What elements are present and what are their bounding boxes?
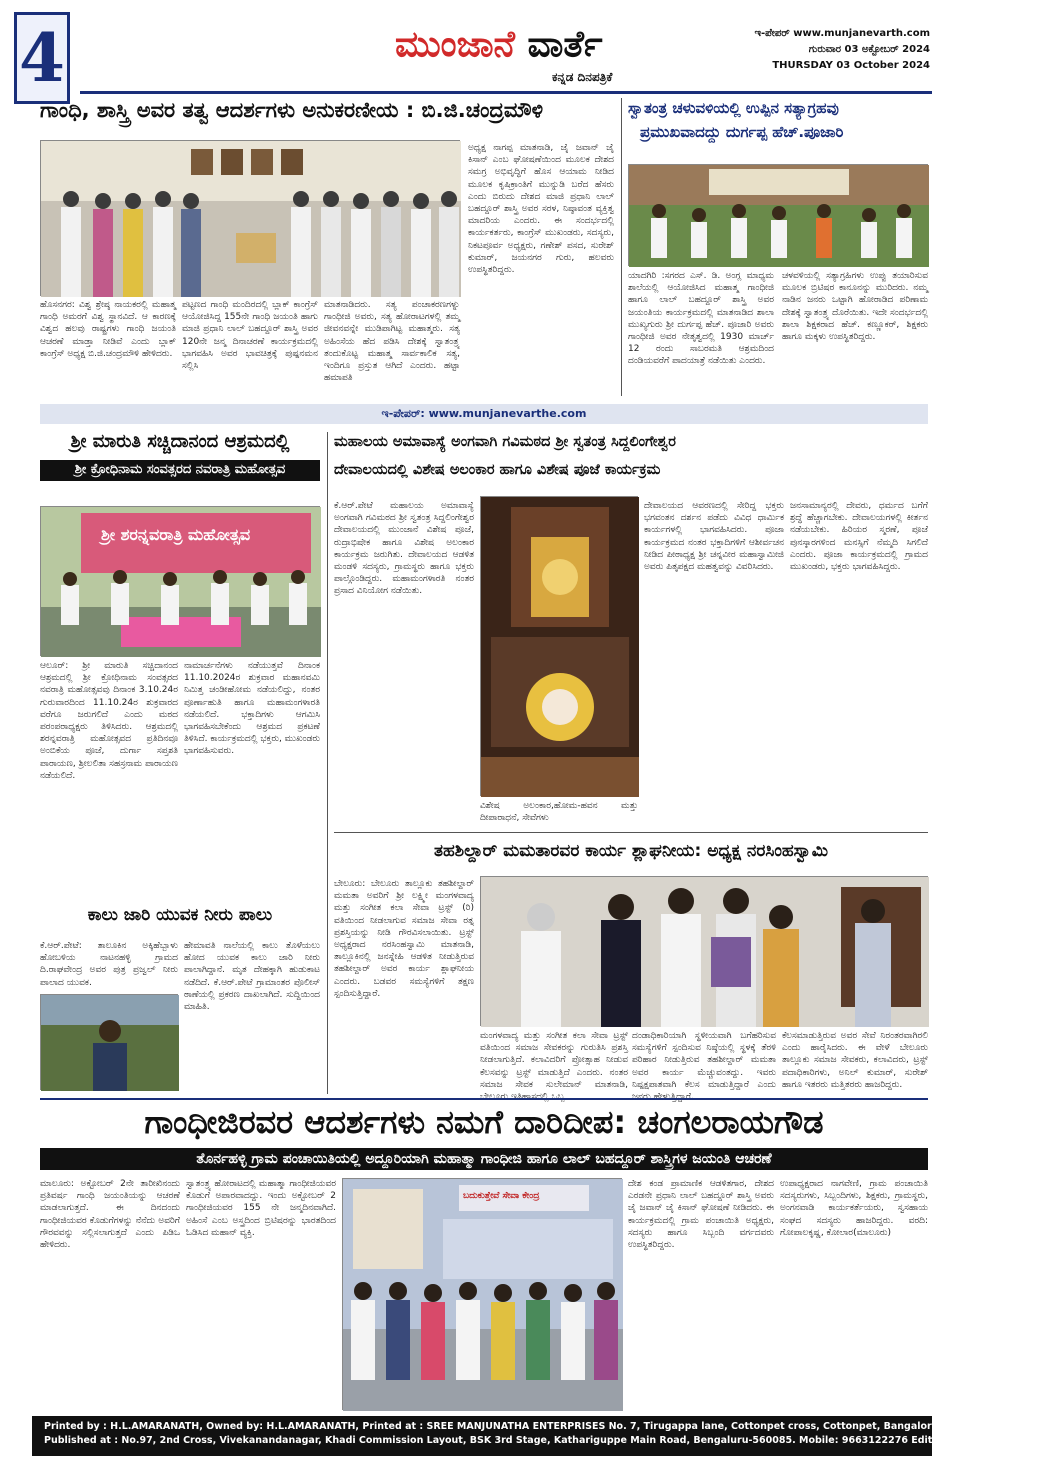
story3-col1: ಆಲೂರ್: ಶ್ರೀ ಮಾರುತಿ ಸಚ್ಚಿದಾನಂದ ಆಶ್ರಮದಲ್ಲಿ ಶ್ರೀ ಕ್ರೋಧಿನಾಮ ಸಂವತ್ಸರದ ನವರಾತ್ರಿ ಮಹೋತ್ಸವವು ದಿನಾಂಕ 3.10.24ರ ಗುರುವಾರದಿಂದ 11.10.24ರ ಶುಕ್ರವಾರದ ವರೆಗೂ ಜರುಗಲಿದೆ ಎಂದು ಮಠದ ಪರಂಪರಾಧ್ಯಕ್ಷರು ತಿಳಿಸಿದರು. ಆಶ್ರಮದಲ್ಲಿ ಶರನ್ನವರಾತ್ರಿ ಮಹೋತ್ಸವದ ಪ್ರತಿದಿನವೂ ಅಂಬಿಕೆಯ ಪೂಜೆ, ದುರ್ಗಾ ಸಪ್ತಶತಿ ಪಾರಾಯಣ, ಶ್ರೀಲಲಿತಾ ಸಹಸ್ರನಾಮ ಪಾರಾಯಣ ನಡೆಯಲಿದೆ. — [40, 661, 178, 781]
page-number: 4 — [14, 12, 70, 104]
story5-col2: ದೇವಾಲಯದ ಆವರಣದಲ್ಲಿ ಸೇರಿದ್ದ ಭಕ್ತರು ಭಗವಂತನ ದರ್ಶನ ಪಡೆದು ವಿವಿಧ ಧಾರ್ಮಿಕ ಕಾರ್ಯಗಳಲ್ಲಿ ಭಾಗವಹಿಸಿದರು. ಪೂಜಾ ಕಾರ್ಯಕ್ರಮದ ನಂತರ ಭಕ್ತಾದಿಗಳಿಗೆ ಆಶೀರ್ವಚನ ನೀಡಿದ ಪೀಠಾಧ್ಯಕ್ಷ ಶ್ರೀ ಚನ್ನವೀರ ಮಹಾಸ್ವಾಮೀಜಿ ಅವರು ಪಿತೃಪಕ್ಷದ ಮಹತ್ವವನ್ನು ವಿವರಿಸಿದರು. — [644, 501, 784, 573]
masthead-rule — [80, 91, 932, 94]
story3-photo — [40, 506, 320, 656]
story6-col1: ಬೇಲೂರು: ಬೇಲೂರು ತಾಲ್ಲೂಕು ತಹಶೀಲ್ದಾರ್ ಮಮತಾ ಅವರಿಗೆ ಶ್ರೀ ಲಕ್ಷ್ಮೀ ಮಂಗಳವಾದ್ಯ ಮತ್ತು ಸಂಗೀತ ಕಲಾ ಸೇವಾ ಟ್ರಸ್ಟ್ (ರಿ) ವತಿಯಿಂದ ನೀಡಲಾಗುವ ಸಮಾಜ ಸೇವಾ ರತ್ನ ಪ್ರಶಸ್ತಿಯನ್ನು ನೀಡಿ ಗೌರವಿಸಲಾಯಿತು. ಟ್ರಸ್ಟ್ ಅಧ್ಯಕ್ಷರಾದ ನರಸಿಂಹಸ್ವಾಮಿ ಮಾತನಾಡಿ, ತಾಲ್ಲೂಕಿನಲ್ಲಿ ಜನಸ್ನೇಹಿ ಆಡಳಿತ ನೀಡುತ್ತಿರುವ ತಹಶೀಲ್ದಾರ್ ಅವರ ಕಾರ್ಯ ಶ್ಲಾಘನೀಯ ಎಂದರು. ಬಡವರ ಸಮಸ್ಯೆಗಳಿಗೆ ತಕ್ಷಣ ಸ್ಪಂದಿಸುತ್ತಿದ್ದಾರೆ. — [334, 879, 474, 999]
story4-photo — [40, 994, 178, 1090]
story2-headline-line1: ಸ್ವಾತಂತ್ರ ಚಳುವಳಿಯಲ್ಲಿ ಉಪ್ಪಿನ ಸತ್ಯಾಗ್ರಹವು — [628, 99, 839, 117]
story5-photo — [480, 496, 638, 796]
footer-line-2: Published at : No.97, 2nd Cross, Vivekanandanagar, Khadi Commission Layout, BSK 3rd Stage, Kathariguppe Main Road, Bengaluru-560085. Mobile: 9663122276 Editor : H.L.AMARANATH — [44, 1435, 1043, 1446]
story7-col4: ಉಪಾಧ್ಯಕ್ಷರಾದ ನಾಗವೇಣಿ, ಗ್ರಾಮ ಪಂಚಾಯಿತಿ ಸದಸ್ಯರುಗಳು, ಸಿಬ್ಬಂದಿಗಳು, ಶಿಕ್ಷಕರು, ಗ್ರಾಮಸ್ಥರು, ಅಂಗನವಾಡಿ ಕಾರ್ಯಕರ್ತೆಯರು, ಸ್ವಸಹಾಯ ಸಂಘದ ಸದಸ್ಯರು ಹಾಜರಿದ್ದರು. ವರದಿ: ಗೋಪಾಲಕೃಷ್ಣ, ಕೋಲಾರ(ಮಾಲೂರು) — [780, 1179, 928, 1238]
story6-photo — [480, 876, 928, 1026]
story3-headline-line1: ಶ್ರೀ ಮಾರುತಿ ಸಚ್ಚಿದಾನಂದ ಆಶ್ರಮದಲ್ಲಿ — [70, 431, 290, 452]
story1-col2: ಪಟ್ಟಣದ ಗಾಂಧಿ ಮಂದಿರದಲ್ಲಿ ಬ್ಲಾಕ್ ಕಾಂಗ್ರೆಸ್ ಆಯೋಜಿಸಿದ್ದ 155ನೇ ಗಾಂಧಿ ಜಯಂತಿ ಹಾಗು ಮಾಜಿ ಪ್ರಧಾನಿ ಲಾಲ್ ಬಹದ್ದೂರ್ ಶಾಸ್ತ್ರಿ ಅವರ 120ನೇ ಜನ್ಮ ದಿನಾಚರಣೆ ಕಾರ್ಯಕ್ರಮದಲ್ಲಿ ಭಾಗವಹಿಸಿ ಅವರ ಭಾವಚಿತ್ರಕ್ಕೆ ಪುಷ್ಪನಮನ ಸಲ್ಲಿಸಿ — [182, 300, 318, 372]
masthead-date-english: THURSDAY 03 October 2024 — [772, 60, 930, 71]
footer-line-1: Printed by : H.L.AMARANATH, Owned by: H.L.AMARANATH, Printed at : SREE MANJUNATHA ENTERPRISES No. 7, Tirugappa lane, Cottonpet cross, Cottonpet, Bangalore-560053. — [44, 1421, 986, 1432]
story7-col2: ಸ್ವಾತಂತ್ರ್ಯ ಹೋರಾಟದಲ್ಲಿ ಮಹಾತ್ಮಾ ಗಾಂಧೀಜಿಯವರ ಕೊಡುಗೆ ಅಪಾರವಾದದ್ದು. ಇಂದು ಅಕ್ಟೋಬರ್ 2 ಗಾಂಧೀಜಿಯವರ 155 ನೇ ಜನ್ಮದಿನವಾಗಿದೆ. ಅಹಿಂಸೆ ಎಂಬ ಅಸ್ತ್ರದಿಂದ ಬ್ರಿಟಿಷರನ್ನು ಭಾರತದಿಂದ ಓಡಿಸಿದ ಮಹಾನ್ ವ್ಯಕ್ತಿ. — [186, 1179, 336, 1238]
section-divider — [334, 832, 928, 833]
story1-col4: ಅಧ್ಯಕ್ಷ ನಾಗಪ್ಪ ಮಾತನಾಡಿ, ಜೈ ಜವಾನ್ ಜೈ ಕಿಸಾನ್ ಎಂಬ ಘೋಷಣೆಯಿಂದ ಮೂಲಕ ದೇಶದ ಸಮಗ್ರ ಅಭಿವೃದ್ಧಿಗೆ ಹೊಸ ಆಯಾಮ ನೀಡಿದ ಮೂಲಕ ಕೃಷಿಕ್ರಾಂತಿಗೆ ಮುನ್ನುಡಿ ಬರೆದ ಹೆಸರು ಎಂದು ಬಿರುದು ದೇಶದ ಮಾಜಿ ಪ್ರಧಾನಿ ಲಾಲ್ ಬಹದ್ದೂರ್ ಶಾಸ್ತ್ರಿ ಅವರ ಸರಳ, ನಿಷ್ಠಾವಂತ ವ್ಯಕ್ತಿತ್ವ ಮಾದರಿಯ ಎಂದರು. ಈ ಸಂದರ್ಭದಲ್ಲಿ ಕಾರ್ಯಕರ್ತರು, ಕಾಂಗ್ರೆಸ್ ಮುಖಂಡರು, ಸದಸ್ಯರು, ನಿಕಟಪೂರ್ವ ಅಧ್ಯಕ್ಷರು, ಗಣೇಶ್ ಪಸದ, ಸುರೇಶ್ ಕುಮಾರ್, ಜಯನಗರ ಗುರು, ಹಲವರು ಉಪಸ್ಥಿತರಿದ್ದರು. — [468, 143, 614, 276]
story7-headline: ಗಾಂಧೀಜಿರವರ ಆದರ್ಶಗಳು ನಮಗೆ ದಾರಿದೀಪ: ಚಂಗಲರಾಯಗೌಡ — [144, 1103, 824, 1141]
story1-photo — [40, 140, 460, 296]
epaper-banner[interactable]: ಇ-ಪೇಪರ್: www.munjanevarthe.com — [40, 404, 928, 424]
story6-headline: ತಹಶಿಲ್ದಾರ್ ಮಮತಾರವರ ಕಾರ್ಯ ಶ್ಲಾಘನೀಯ: ಅಧ್ಯಕ್ಷ ನರಸಿಂಹಸ್ವಾಮಿ — [434, 841, 828, 861]
masthead-website: ಇ-ಪೇಪರ್ www.munjanevarth.com — [754, 28, 930, 39]
title-part-1: ಮುಂಜಾನೆ — [395, 24, 515, 65]
story6-col4: ಕೆಲಸಮಾಡುತ್ತಿರುವ ಅವರ ಸೇವೆ ನಿರಂತರವಾಗಿರಲಿ ಎಂದು ಹಾರೈಸಿದರು. ಈ ವೇಳೆ ಬೇಲೂರು ತಾಲ್ಲೂಕು ಸಮಾಜ ಸೇವಕರು, ಕಲಾವಿದರು, ಟ್ರಸ್ಟ್ ಪದಾಧಿಕಾರಿಗಳು, ಅನಿಲ್ ಕುಮಾರ್, ಸುರೇಶ್ ಹಾಗೂ ಇತರರು ಮತ್ತಿತರರು ಹಾಜರಿದ್ದರು. — [782, 1031, 928, 1090]
newspaper-subtitle: ಕನ್ನಡ ದಿನಪತ್ರಿಕೆ — [552, 70, 613, 84]
story3-col2: ನಾಮಾರ್ಚನೆಗಳು ನಡೆಯುತ್ತವೆ ದಿನಾಂಕ 11.10.2024ರ ಶುಕ್ರವಾರ ಮಹಾನವಮಿ ನಿಮಿತ್ತ ಚಂಡೀಹೋಮ ನಡೆಯಲಿದ್ದು, ನಂತರ ಪೂರ್ಣಾಹುತಿ ಹಾಗೂ ಮಹಾಮಂಗಳಾರತಿ ನಡೆಯಲಿದೆ. ಭಕ್ತಾದಿಗಳು ಆಗಮಿಸಿ ಭಾಗವಹಿಸಬೇಕೆಂದು ಆಶ್ರಮದ ಪ್ರಕಟಣೆ ತಿಳಿಸಿದೆ. ಕಾರ್ಯಕ್ರಮದಲ್ಲಿ ಭಕ್ತರು, ಮುಖಂಡರು ಭಾಗವಹಿಸುವರು. — [184, 661, 320, 757]
section-rule — [40, 1098, 928, 1100]
story5-caption: ವಿಶೇಷ ಅಲಂಕಾರ,ಹೋಮ-ಹವನ ಮತ್ತು ದೀಪಾರಾಧನೆ, ಸೇವೆಗಳು — [480, 801, 638, 824]
title-part-2: ವಾರ್ತೆ — [527, 24, 603, 65]
column-divider — [621, 98, 622, 396]
story4-headline: ಕಾಲು ಜಾರಿ ಯುವಕ ನೀರು ಪಾಲು — [87, 905, 273, 925]
column-divider — [327, 432, 328, 1094]
footer — [32, 1416, 1043, 1456]
story6-col2: ಮಂಗಳವಾದ್ಯ ಮತ್ತು ಸಂಗೀತ ಕಲಾ ಸೇವಾ ಟ್ರಸ್ಟ್ ವತಿಯಿಂದ ಸಮಾಜ ಸೇವಕರನ್ನು ಗುರುತಿಸಿ ಪ್ರಶಸ್ತಿ ನೀಡಲಾಗುತ್ತಿದೆ. ಕಲಾವಿದರಿಗೆ ಪ್ರೋತ್ಸಾಹ ನೀಡುವ ಕೆಲಸವನ್ನು ಟ್ರಸ್ಟ್ ಮಾಡುತ್ತಿದೆ ಎಂದರು. ನಂತರ ಸಮಾಜ ಸೇವಕ ಸುಲೇಮಾನ್ ಮಾತನಾಡಿ, — [480, 1031, 628, 1090]
story2-photo — [628, 164, 928, 266]
story5-col1: ಕೆ.ಆರ್.ಪೇಟೆ ಮಹಾಲಯ ಅಮಾವಾಸ್ಯೆ ಅಂಗವಾಗಿ ಗವಿಮಠದ ಶ್ರೀ ಸ್ವತಂತ್ರ ಸಿದ್ದಲಿಂಗೇಶ್ವರ ದೇವಾಲಯದಲ್ಲಿ ಮುಂಜಾನೆ ವಿಶೇಷ ಪೂಜೆ, ರುದ್ರಾಭಿಷೇಕ ಹಾಗೂ ವಿಶೇಷ ಅಲಂಕಾರ ಕಾರ್ಯಕ್ರಮ ಜರುಗಿತು. ದೇವಾಲಯದ ಆಡಳಿತ ಮಂಡಳಿ ಸದಸ್ಯರು, ಗ್ರಾಮಸ್ಥರು ಹಾಗೂ ಭಕ್ತರು ಪಾಲ್ಗೊಂಡಿದ್ದರು. ಮಹಾಮಂಗಳಾರತಿ ನಂತರ ಪ್ರಸಾದ ವಿನಿಯೋಗ ನಡೆಯಿತು. — [334, 501, 474, 597]
story7-col1: ಮಾಲೂರು: ಅಕ್ಟೋಬರ್ 2ನೇ ತಾರೀಖಿನಂದು ಪ್ರತಿವರ್ಷ ಗಾಂಧಿ ಜಯಂತಿಯನ್ನು ಆಚರಣೆ ಮಾಡಲಾಗುತ್ತದೆ. ಈ ದಿನದಂದು ಗಾಂಧೀಜಿಯವರ ಕೊಡುಗೆಗಳನ್ನು ನೆನೆದು ಅವರಿಗೆ ಗೌರವವನ್ನು ಸಲ್ಲಿಸಲಾಗುತ್ತದೆ ಎಂದು ಪಿಡಿಒ ಹೇಳಿದರು. — [40, 1179, 180, 1251]
story6-col3: ದಂಡಾಧಿಕಾರಿಯಾಗಿ ಸ್ಥಳೀಯವಾಗಿ ಬಗೆಹರಿಸುವ ಸಮಸ್ಯೆಗಳಿಗೆ ಸ್ಪಂದಿಸುವ ನಿಷ್ಠೆಯಲ್ಲಿ ಸ್ಥಳಕ್ಕೆ ತೆರಳಿ ಪರಿಹಾರ ನೀಡುತ್ತಿರುವ ತಹಶೀಲ್ದಾರ್ ಮಮತಾ ಅವರ ಕಾರ್ಯ ಮೆಚ್ಚುವಂತದ್ದು. ಇವರು ನಿಷ್ಪಕ್ಷಪಾತವಾಗಿ ಕೆಲಸ ಮಾಡುತ್ತಿದ್ದಾರೆ ಎಂದು — [632, 1031, 776, 1090]
story1-col3: ಮಾತನಾಡಿದರು. ಸತ್ಯ ಪಂಚಾಕರಣಗಳ್ನು ಗಾಂಧೀಜಿ ಅವರು, ಸತ್ಯ ಹೋರಾಟಗಳಲ್ಲಿ ತಮ್ಮ ಜೀವನವನ್ನೇ ಮುಡಿಪಾಗಿಟ್ಟ ಮಹಾತ್ಮರು. ಸತ್ಯ ಅಹಿಂಸೆಯ ಹೆದ ಪಡಿಸಿ ದೇಶಕ್ಕೆ ಸ್ವಾತಂತ್ರ್ಯ ತಂದುಕೊಟ್ಟ ಮಹಾತ್ಮ ಸಾರ್ವಕಾಲಿಕ ಸತ್ಯ, ಇಂದಿಗೂ ಪ್ರಸ್ತುತ ಆಗಿದೆ ಎಂದರು. ಹಟ್ಟಾ ಹಮಾಪತಿ — [324, 300, 460, 384]
masthead-info — [740, 26, 930, 74]
story7-col3: ದೇಶ ಕಂಡ ಪ್ರಾಮಾಣಿಕ ಆಡಳಿತಗಾರ, ದೇಶದ ಎರಡನೇ ಪ್ರಧಾನಿ ಲಾಲ್ ಬಹದ್ದೂರ್ ಶಾಸ್ತ್ರಿ ಅವರು ಜೈ ಜವಾನ್ ಜೈ ಕಿಸಾನ್ ಘೋಷಣೆ ನೀಡಿದರು. ಈ ಕಾರ್ಯಕ್ರಮದಲ್ಲಿ ಗ್ರಾಮ ಪಂಚಾಯಿತಿ ಅಧ್ಯಕ್ಷರು, ಸದಸ್ಯರು ಹಾಗೂ ಸಿಬ್ಬಂದಿ ವರ್ಗದವರು ಉಪಸ್ಥಿತರಿದ್ದರು. — [628, 1179, 774, 1251]
story2-col1: ಯಾದಗಿರಿ :ಸಗರದ ಎಸ್. ಡಿ. ಅಂಗ್ಲ ಮಾಧ್ಯಮ ಶಾಲೆಯಲ್ಲಿ ಆಯೋಜಿಸಿದ ಮಹಾತ್ಮ ಗಾಂಧೀಜಿ ಹಾಗೂ ಲಾಲ್ ಬಹದ್ದೂರ್ ಶಾಸ್ತ್ರಿ ಅವರ ಜಯಂತಿಯ ಕಾರ್ಯಕ್ರಮದಲ್ಲಿ ಮಾತನಾಡಿದ ಶಾಲಾ ಮುಖ್ಯಗುರು ಶ್ರೀ ದುರ್ಗಪ್ಪ ಹೆಚ್. ಪೂಜಾರಿ ಅವರು ಗಾಂಧೀಜಿ ಅವರ ನೇತೃತ್ವದಲ್ಲಿ 1930 ಮಾರ್ಚ್ 12 ರಂದು ಸಾಬರಮತಿ ಆಶ್ರಮದಿಂದ ದಂಡಿಯವರೆಗೆ ಪಾದಯಾತ್ರೆ ನಡೆಯಿತು ಎಂದರು. — [628, 271, 774, 367]
story4-col2: ಹೇಮಾವತಿ ನಾಲೆಯಲ್ಲಿ ಕಾಲು ತೊಳೆಯಲು ಹೋದ ಯುವಕ ಕಾಲು ಜಾರಿ ನೀರು ಪಾಲಾಗಿದ್ದಾನೆ. ಮೃತ ದೇಹಕ್ಕಾಗಿ ಹುಡುಕಾಟ ನಡೆದಿದೆ. ಕೆ.ಆರ್.ಪೇಟೆ ಗ್ರಾಮಾಂತರ ಪೊಲೀಸ್ ಠಾಣೆಯಲ್ಲಿ ಪ್ರಕರಣ ದಾಖಲಾಗಿದೆ. ಸುದ್ದಿಯಿಂದ ಮಾಹಿತಿ. — [184, 941, 320, 1013]
story7-subheadline: ತೊರ್ನಹಳ್ಳಿ ಗ್ರಾಮ ಪಂಚಾಯಿತಿಯಲ್ಲಿ ಅದ್ದೂರಿಯಾಗಿ ಮಹಾತ್ಮಾ ಗಾಂಧೀಜಿ ಹಾಗೂ ಲಾಲ್ ಬಹದ್ದೂರ್ ಶಾಸ್ತ್ರಿಗಳ ಜಯಂತಿ ಆಚರಣೆ — [40, 1148, 928, 1170]
story3-photo-banner: ಶ್ರೀ ಶರನ್ನವರಾತ್ರಿ ಮಹೋತ್ಸವ — [101, 525, 251, 544]
story1-headline: ಗಾಂಧಿ, ಶಾಸ್ತ್ರಿ ಅವರ ತತ್ವ ಆದರ್ಶಗಳು ಅನುಕರಣೀಯ : ಬಿ.ಜಿ.ಚಂದ್ರಮೌಳಿ — [40, 98, 544, 122]
story5-col3: ಜನಸಾಮಾನ್ಯರಲ್ಲಿ ದೇವರು, ಧರ್ಮದ ಬಗೆಗೆ ಶ್ರದ್ಧೆ ಹೆಚ್ಚಾಗಬೇಕು. ದೇವಾಲಯಗಳಲ್ಲಿ ಕೀರ್ತನ ನಡೆಯಬೇಕು. ಹಿರಿಯರ ಸ್ಮರಣೆ, ಪೂಜೆ ಪುನಸ್ಕಾರಗಳಿಂದ ಮನಸ್ಸಿಗೆ ನೆಮ್ಮದಿ ಸಿಗಲಿದೆ ಎಂದರು. ಪೂಜಾ ಕಾರ್ಯಕ್ರಮದಲ್ಲಿ ಗ್ರಾಮದ ಮುಖಂಡರು, ಭಕ್ತರು ಭಾಗವಹಿಸಿದ್ದರು. — [790, 501, 928, 573]
story2-headline-line2: ಪ್ರಮುಖವಾದದ್ದು ದುರ್ಗಪ್ಪ ಹೆಚ್.ಪೂಜಾರಿ — [640, 123, 844, 141]
masthead-date-kannada: ಗುರುವಾರ 03 ಅಕ್ಟೋಬರ್ 2024 — [808, 44, 930, 55]
story7-photo — [342, 1178, 622, 1410]
story1-col1: ಹೊಸನಗರ: ವಿಶ್ವ ಶ್ರೇಷ್ಠ ನಾಯಕರಲ್ಲಿ ಮಹಾತ್ಮ ಗಾಂಧಿ ಅಮರಗೆ ವಿಶ್ವ ಸ್ಥಾನವಿದೆ. ಆ ಕಾರಣಕ್ಕೆ ವಿಶ್ವದ ಹಲವು ರಾಷ್ಟ್ರಗಳು ಗಾಂಧಿ ಜಯಂತಿ ಆಚರಣೆ ಮಾಡ್ತಾ ನೀಡಿವೆ ಎಂದು ಬ್ಲಾಕ್ ಕಾಂಗ್ರೆಸ್ ಅಧ್ಯಕ್ಷ ಬಿ.ಜಿ.ಚಂದ್ರಮೌಳಿ ಹೇಳಿದರು. — [40, 300, 176, 359]
story5-headline-line1: ಮಹಾಲಯ ಅಮಾವಾಸ್ಯೆ ಅಂಗವಾಗಿ ಗವಿಮಠದ ಶ್ರೀ ಸ್ವತಂತ್ರ ಸಿದ್ದಲಿಂಗೇಶ್ವರ — [334, 434, 676, 450]
newspaper-title — [395, 24, 685, 66]
story3-headline-line2: ಶ್ರೀ ಕ್ರೋಧಿನಾಮ ಸಂವತ್ಸರದ ನವರಾತ್ರಿ ಮಹೋತ್ಸವ — [40, 460, 320, 481]
story7-photo-sign: ಬದುಕುತ್ತೇವೆ ಸೇವಾ ಕೇಂದ್ರ — [463, 1191, 540, 1201]
story4-col1: ಕೆ.ಆರ್.ಪೇಟೆ: ತಾಲೂಕಿನ ಅಕ್ಕಿಹೆಬ್ಬಾಳು ಹೋಬಳಿಯ ನಾಟನಹಳ್ಳಿ ಗ್ರಾಮದ ದಿ.ರಾಘವೇಂದ್ರ ಅವರ ಪುತ್ರ ಪ್ರಜ್ವಲ್ ನೀರು ಪಾಲಾದ ಯುವಕ. — [40, 941, 178, 988]
story2-col2: ಚಳವಳಿಯಲ್ಲಿ ಸತ್ಯಾಗ್ರಹಿಗಳು ಉಪ್ಪು ತಯಾರಿಸುವ ಮೂಲಕ ಬ್ರಿಟಿಷರ ಕಾನೂನನ್ನು ಮುರಿದರು. ನಮ್ಮ ನಾಡಿನ ಜನರು ಒಟ್ಟಾಗಿ ಹೋರಾಡಿದ ಪರಿಣಾಮ ದೇಶಕ್ಕೆ ಸ್ವಾತಂತ್ರ್ಯ ದೊರೆಯಿತು. ಇದೇ ಸಂದರ್ಭದಲ್ಲಿ ಶಾಲಾ ಶಿಕ್ಷಕರಾದ ಹೆಚ್. ಕಣ್ಣೂಕರ್, ಶಿಕ್ಷಕರು ಹಾಗೂ ಮಕ್ಕಳು ಉಪಸ್ಥಿತರಿದ್ದರು. — [782, 271, 928, 343]
story5-headline-line2: ದೇವಾಲಯದಲ್ಲಿ ವಿಶೇಷ ಅಲಂಕಾರ ಹಾಗೂ ವಿಶೇಷ ಪೂಜೆ ಕಾರ್ಯಕ್ರಮ — [334, 462, 661, 478]
